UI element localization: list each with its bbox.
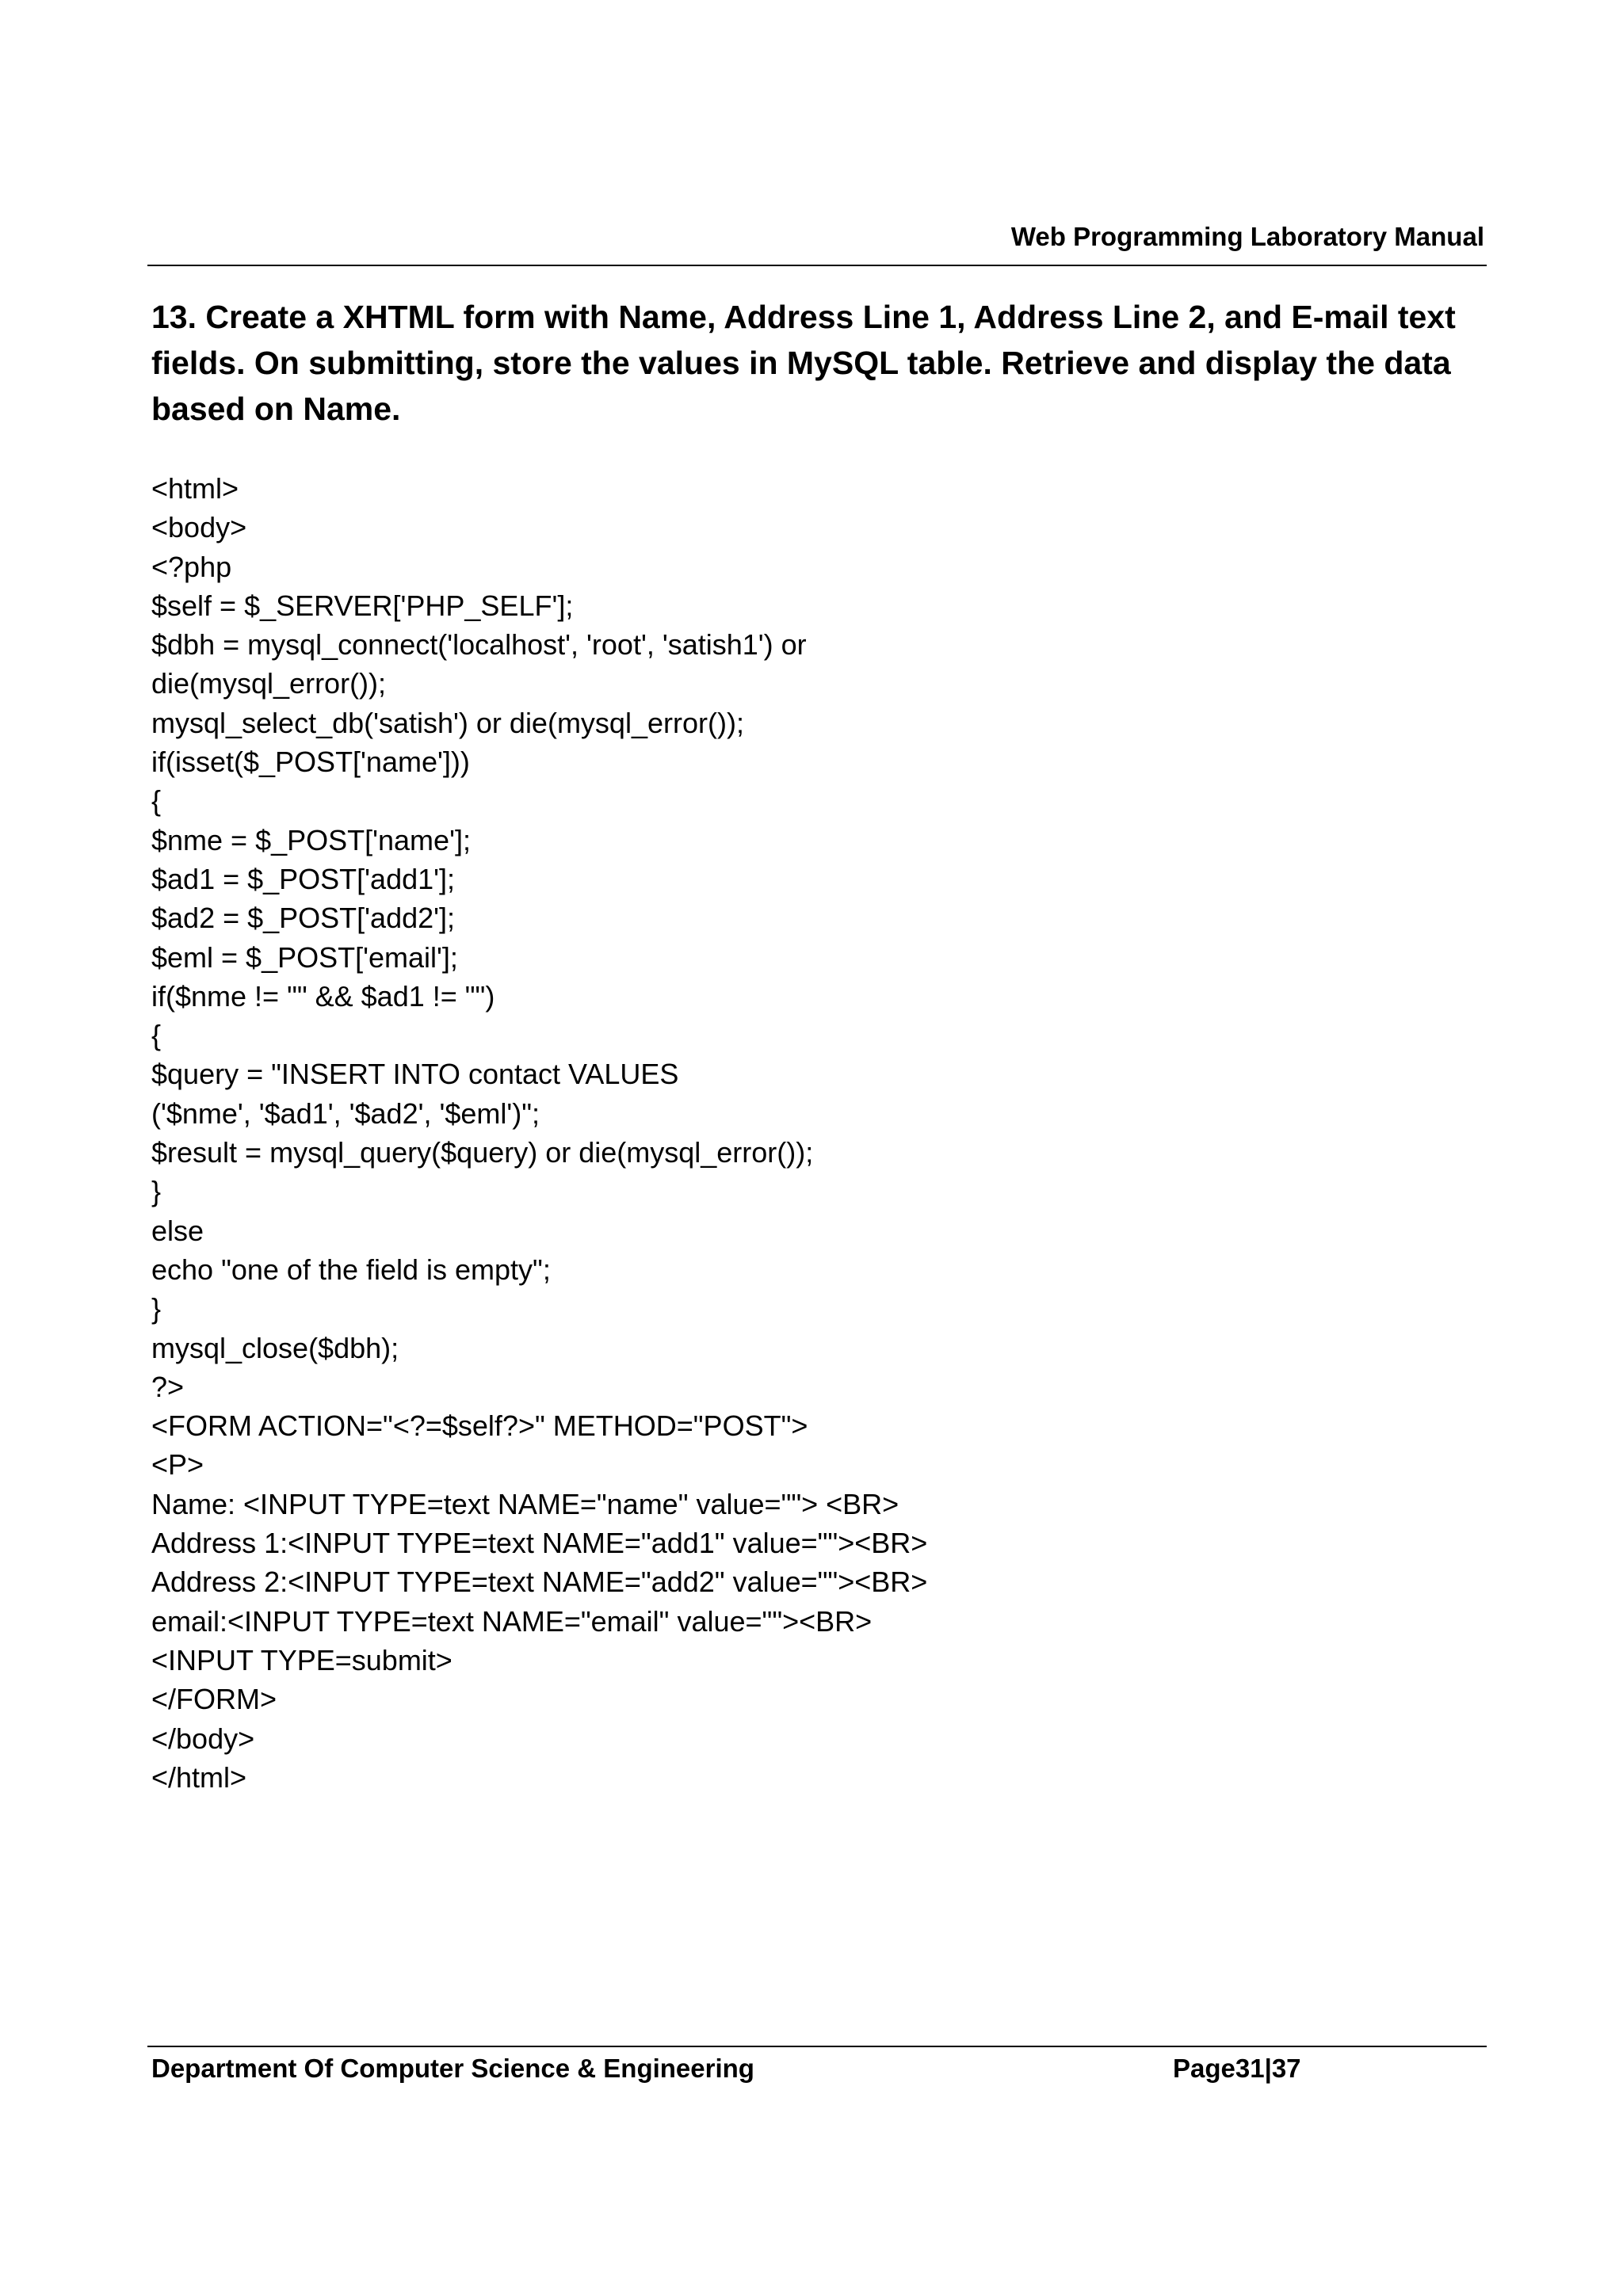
code-line: $self = $_SERVER['PHP_SELF']; [151,589,574,622]
page-number: Page31|37 [1173,2054,1301,2083]
code-line: <html> [151,472,239,505]
code-line: echo "one of the field is empty"; [151,1253,551,1286]
code-line: mysql_close($dbh); [151,1331,399,1364]
code-line: <body> [151,511,247,544]
code-line: $nme = $_POST['name']; [151,823,471,856]
footer-department: Department Of Computer Science & Engineering [151,2054,754,2083]
code-line: </body> [151,1722,255,1755]
code-line: mysql_select_db('satish') or die(mysql_error()); [151,706,744,739]
code-line: Name: <INPUT TYPE=text NAME="name" value=""> <BR> [151,1487,899,1520]
code-line: $ad1 = $_POST['add1']; [151,862,456,895]
running-header: Web Programming Laboratory Manual [1010,222,1484,251]
code-line: { [151,1019,162,1052]
code-line: $dbh = mysql_connect('localhost', 'root', 'satish1') or [151,628,807,662]
code-line: } [151,1292,162,1325]
code-line: <P> [151,1448,204,1482]
code-line: Address 2:<INPUT TYPE=text NAME="add2" value=""><BR> [151,1566,928,1599]
code-line: $result = mysql_query($query) or die(mysql_error()); [151,1136,814,1169]
code-line: else [151,1214,204,1247]
code-line: ?> [151,1370,185,1403]
code-line: die(mysql_error()); [151,667,387,700]
footer-divider [147,2046,1487,2047]
code-line: Address 1:<INPUT TYPE=text NAME="add1" value=""><BR> [151,1527,928,1560]
header-divider [147,265,1487,266]
code-line: ('$nme', '$ad1', '$ad2', '$eml')"; [151,1097,540,1130]
code-line: </FORM> [151,1683,277,1716]
code-line: } [151,1175,162,1208]
code-line: <?php [151,550,232,583]
code-line: if($nme != "" && $ad1 != "") [151,979,495,1013]
code-listing [151,469,927,1797]
code-line: <FORM ACTION="<?=$self?>" METHOD="POST"> [151,1409,808,1443]
code-line: $ad2 = $_POST['add2']; [151,902,456,935]
code-line: email:<INPUT TYPE=text NAME="email" value=""><BR> [151,1604,873,1638]
code-line: { [151,784,162,818]
code-line: </html> [151,1760,247,1794]
question-heading: 13. Create a XHTML form with Name, Address Line 1, Address Line 2, and E-mail text fields. On submitting, store the values in MySQL table. Retrieve and display the data based on Name. [151,299,1456,427]
code-line: if(isset($_POST['name'])) [151,746,470,779]
code-line: <INPUT TYPE=submit> [151,1643,453,1676]
code-line: $eml = $_POST['email']; [151,940,458,974]
code-line: $query = "INSERT INTO contact VALUES [151,1058,679,1091]
